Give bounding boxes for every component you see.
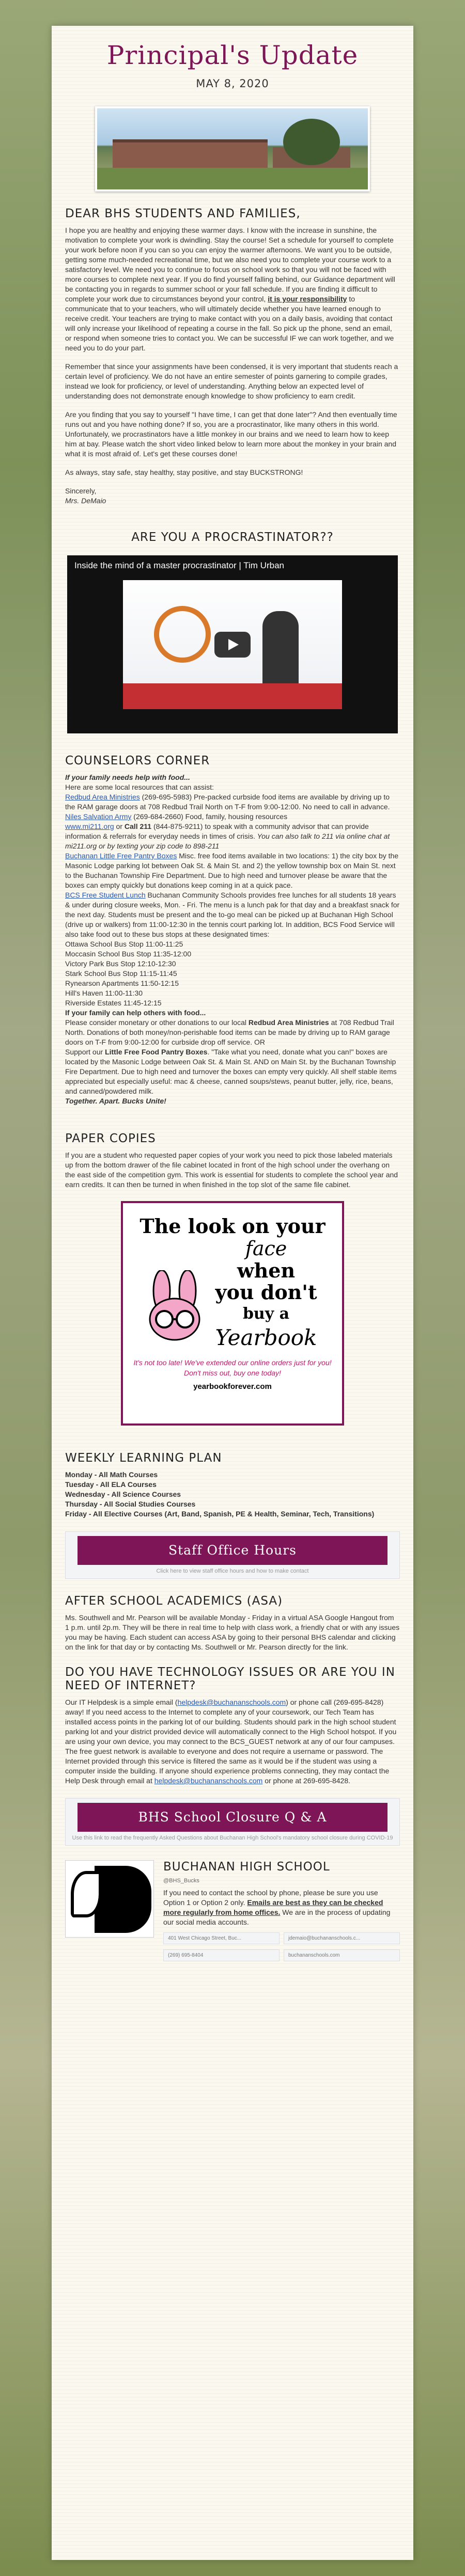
school-photo xyxy=(95,106,370,191)
pantry-boxes-link[interactable]: Buchanan Little Free Pantry Boxes xyxy=(65,852,177,860)
signature: Mrs. DeMaio xyxy=(65,497,106,505)
plan-wednesday: Wednesday - All Science Courses xyxy=(65,1490,181,1498)
staff-hours-card: Staff Office Hours Click here to view staff office hours and how to make contact xyxy=(65,1531,400,1579)
twitter-handle[interactable]: @BHS_Bucks xyxy=(163,1878,199,1884)
helpdesk-email-link-2[interactable]: helpdesk@buchananschools.com xyxy=(154,1777,263,1785)
food-help-label: If your family needs help with food... xyxy=(65,773,190,781)
bus-stop-3: Victory Park Bus Stop 12:10-12:30 xyxy=(65,959,176,968)
signoff: Sincerely, xyxy=(65,487,97,495)
yearbook-url: yearbookforever.com xyxy=(193,1382,272,1391)
letter-paragraph-1: I hope you are healthy and enjoying these warmer days. I know with the increase in sunshine, the motivation to complete your work is dwindling. Stay the course! Set a schedule for yourself to complete your work before noon if you can so you can enjoy the warmer afternoons. We want you to be outside, getting some much-needed recreational time, but we also need you to complete your course work to a satisfactory level. We need you to continue to focus on school work so that you will not be faced with more courses to complete next year. If you do find yourself falling behind, our Guidance department will be contacting you in regards to summer school or your fall schedule. If you are finding it difficult to complete your work due to circumstances beyond your control, it is your responsibility to communicate that to your teachers, who will ultimately decide whether you have learned enough to receive credit. Your teachers are trying to make contact with you on a daily basis, avoiding that contact will only increase your likelihood of repeating a course in the fall. So pick up the phone, send an email, or respond when someone tries to contact you. We can be successful IF we can work together, and we need you to do your part. xyxy=(65,226,395,352)
newsletter-date: MAY 8, 2020 xyxy=(196,77,269,90)
letter-paragraph-2: Remember that since your assignments have been condensed, it is very important that students reach a certain level of proficiency. We do not have an entire semester of points garnering to compile grades, instead we look for proficiency, or level of understanding. Anything below an expected level of understanding does not demonstrate enough knowledge to show proficiency to earn credit. xyxy=(65,362,398,400)
letter-heading: DEAR BHS STUDENTS AND FAMILIES, xyxy=(65,207,301,220)
helpdesk-email-link[interactable]: helpdesk@buchananschools.com xyxy=(177,1698,286,1706)
phone-chip[interactable]: (269) 695-8404 xyxy=(163,1949,280,1961)
weekly-plan-heading: WEEKLY LEARNING PLAN xyxy=(65,1451,222,1465)
footer xyxy=(65,1860,400,1961)
paper-copies-text: If you are a student who requested paper copies of your work you need to pick those labeled materials up from the bottom drawer of the file cabinet located in front of the high school under the overhang on the east side of the competition gym. This work is essential for students to complete the school year and earn credits. It can then be turned in when finished in the top slot of the same file cabinet. xyxy=(65,1151,398,1189)
redbud-link[interactable]: Redbud Area Ministries xyxy=(65,793,140,801)
plan-friday: Friday - All Elective Courses (Art, Band, Spanish, PE & Health, Seminar, Tech, Transitions) xyxy=(65,1510,375,1518)
address-chip[interactable]: 401 West Chicago Street, Buc... xyxy=(163,1932,280,1944)
school-logo xyxy=(65,1860,154,1938)
salvation-army-link[interactable]: Niles Salvation Army xyxy=(65,812,132,821)
page-title: Principal's Update xyxy=(106,40,359,70)
letter-paragraph-4: As always, stay safe, stay healthy, stay positive, and stay BUCKSTRONG! xyxy=(65,468,303,476)
video-title[interactable]: Inside the mind of a master procrastinator | Tim Urban xyxy=(74,561,284,570)
yearbook-poster: The look on your face when you don't buy a Yearbook It's not too late! We've extended our online orders just for you! Don't miss out, buy one today! yearbookforever.com xyxy=(121,1201,344,1426)
bus-stop-7: Riverside Estates 11:45-12:15 xyxy=(65,999,162,1007)
email-chip[interactable]: jdemaio@buchananschools.c... xyxy=(284,1932,400,1944)
plan-tuesday: Tuesday - All ELA Courses xyxy=(65,1480,157,1489)
newsletter-page: Principal's Update MAY 8, 2020 DEAR BHS STUDENTS AND FAMILIES, I hope you are healthy and enjoying these warmer days. I know with the increase in sunshine, the motivation to complete your work is dwindling. Stay the course! Set a schedule for yourself to complete your work before noon if you can so you can enjoy the warmer afternoons. We want you to be outside, getting some much-needed recreational time, but we also need you to complete your course work to a satisfactory level. We need you to continue to focus on school work so that you will not be faced with more courses to complete next year. If you do find yourself falling behind, our Guidance department will be contacting you in regards to summer school or your fall schedule. If you are finding it difficult to complete your work due to circumstances beyond your control, it is your responsibility to communicate that to your teachers, who will ultimately decide whether you have learned enough to receive credit. Your teachers are trying to make contact with you on a daily basis, avoiding that contact will only increase your likelihood of repeating a course in the fall. So pick up the phone, send an email, or respond when someone tries to contact you. We can be successful IF we can work together, and we need you to do your part. Remember that since your assignments have been condensed, it is very important that students reach a certain level of proficiency. We do not have an entire semester of points garnering to compile grades, instead we look for proficiency, or level of understanding. Anything below an expected level of understanding does not demonstrate enough knowledge to show proficiency to earn credit. Are you finding that you say to yourself "I have time, I can get that done later"? And then eventually time runs out and you have nothing done? If so, you are a procrastinator, like many others in this world. Unfortunately, we procrastinators have a little monkey in our brains and we need to learn how to keep him at bay. Please watch the short video linked below to learn more about the monkey in your brain and what it is most afraid of. Let's get these courses done! As always, stay safe, stay healthy, stay positive, and stay BUCKSTRONG! Sincerely, Mrs. DeMaio ARE YOU A PROCRASTINATOR?? Inside the mind of a master procrastinator | Tim Urban COUNSELORS CORNER If your family needs help with food... Here are some local resources that can assist: Redbud Area Ministries (269-695-5983) Pre-packed curbside food items are available by driving up to the RAM garage doors at 708 Redbud Trail North on T-F from 9:00-12:00. No need to call in advance. Niles Salvation Army (269-684-2660) Food, family, housing resources www.mi211.org or Call 211 (844-875-9211) to speak with a community advisor that can provide information & referrals for everyday needs in times of crisis. You can also talk to 211 via online chat at mi211.org or by texting your zip code to 898-211 Buchanan Little Free Pantry Boxes Misc. free food items available in two locations: 1) the city box by the Masonic Lodge parking lot between Oak St. & Main St. and 2) the yellow township box on Main St. next to the Buchanan Township Fire Department. Due to high need and turnover please be aware that the boxes can empty quickly but donations keep coming in at a quick pace. BCS Free Student Lunch Buchanan Community Schools provides free lunches for all students 18 years & under during closure weeks, Mon. - Fri. The menu is a lunch pak for that day and a breakfast snack for the next day. Students must be present and the to-go meal can be picked up at Buchanan High School (drive up or walkers) from 11:00-12:30 in the tennis court parking lot. In addition, BCS Food Service will also take food out to these bus stops at these designated times: Ottawa School Bus Stop 11:00-11:25 Moccasin School Bus Stop 11:35-12:00 Victory Park Bus Stop 12:10-12:30 Stark School Bus Stop 11:15-11:45 Rynearson Apartments 11:50-12:15 Hill's Haven 11:00-11:30 Riverside Estates 11:45-12:15 If your family can help others with food... Please consider monetary or other donations to our local Redbud Area Ministries at 708 Redbud Trail North. Donations of both money/non-perishable food items can be made by driving up to RAM garage doors on T-F from 9:00-12:00 for curbside drop off service. OR Support our Little Free Food Pantry Boxes. "Take what you need, donate what you can!" boxes are located by the Masonic Lodge between Oak St. & Main St. AND on Main St. by the Buchanan Township Fire Department. Due to high need and turnover the boxes can empty very quickly. All shelf stable items appreciated but especially useful: mac & cheese, canned soups/stews, peanut butter, jelly, rice, beans, and canned/powdered milk. Together. Apart. Bucks Unite! PAPER COPIES If you are a student who requested paper copies of your work you need to pick those labeled materials up from the bottom drawer of the file cabinet located in front of the high school under the overhang on the east side of the competition gym. This work is essential for students to complete the school year and earn credits. It can then be turned in when finished in the top slot of the same file cabinet. The look on your face when you don't buy a Yearbook It's not too late! We've extended our online orders just for you! Don't miss out, buy one today! yearbookforever.com WEEKLY LEARNING PLAN Monday - All Math Courses Tuesday - All ELA Courses Wednesday - All Science Courses Thursday - All Social Studies Courses Friday - All Elective Courses (Art, Band, Spanish, PE & Health, Seminar, Tech, Transitions) Staff Office Hours Click here to view staff office hours and how to make contact AFTER SCHOOL ACADEMICS (ASA) Ms. Southwell and Mr. Pearson will be available Monday - Friday in a virtual ASA Google Hangout from 1 p.m. until 2p.m. They will be there in real time to help with class work, a friendly chat or with any issues you may be having. Each student can access ASA by going to their personal BHS calendar and clicking on the link for that day or by contacting Ms. Southwell or Mr. Pearson directly for the link. DO YOU HAVE TECHNOLOGY ISSUES OR ARE YOU IN NEED OF INTERNET? Our IT Helpdesk is a simple email (helpdesk@buchananschools.com) or phone call (269-695-8428) away! If you need access to the Internet to complete any of your coursework, our Tech Team has installed access points in the parking lot of our building. Students should park in the high school student parking lot and your district provided device will automatically connect to the High School hotspot. If you are using your own device, you may connect to the BCS_GUEST network at any of our four campuses. The free guest network is available to everyone and does not require a username or password. The Internet provided through this service is filtered the same as it would be if the student was using a computer inside the building. If anyone should experience problems connecting, they may contact the Help Desk through email at helpdesk@buchananschools.com or phone at 269-695-8428. BHS School Closure Q & A Use this link to read the frequently Asked Questions about Buchanan High School's mandatory school closure during COVID-19 BUCHANAN HIGH SCHOOL @BHS_Bucks If you need to contact the school by phone, please be sure you use Option 1 or Option 2 only. Emails are best as they can be checked more regularly from home offices. We are in the process of updating our social media accounts. 401 West Chicago Street, Buc... jdemaio@buchananschools.c... (269) 695-8404 buchananschools.com xyxy=(52,26,413,2560)
bus-stop-6: Hill's Haven 11:00-11:30 xyxy=(65,989,143,997)
plan-monday: Monday - All Math Courses xyxy=(65,1470,158,1479)
video-player[interactable] xyxy=(67,555,398,733)
staff-office-hours-button[interactable]: Staff Office Hours xyxy=(78,1536,388,1565)
closure-qa-button[interactable]: BHS School Closure Q & A xyxy=(78,1803,388,1832)
letter-paragraph-3: Are you finding that you say to yourself "I have time, I can get that done later"? And then eventually time runs out and you have nothing done? If so, you are a procrastinator, like many others in this world. Unfortunately, we procrastinators have a little monkey in our brains and we need to learn how to keep him at bay. Please watch the short video linked below to learn more about the monkey in your brain and what it is most afraid of. Let's get these courses done! xyxy=(65,410,397,458)
counselors-heading: COUNSELORS CORNER xyxy=(65,754,210,767)
free-lunch-link[interactable]: BCS Free Student Lunch xyxy=(65,891,146,899)
mi211-link[interactable]: www.mi211.org xyxy=(65,822,114,830)
bunny-glasses-icon xyxy=(144,1270,206,1342)
responsibility-emphasis: it is your responsibility xyxy=(268,295,347,303)
asa-heading: AFTER SCHOOL ACADEMICS (ASA) xyxy=(65,1594,283,1608)
tech-text: Our IT Helpdesk is a simple email (helpdesk@buchananschools.com) or phone call (269-695-8428) away! If you need access to the Internet to complete any of your coursework, our Tech Team has installed access points in the parking lot of our building. Students should park in the high school student parking lot and your district provided device will automatically connect to the High School hotspot. If you are using your own device, you may connect to the BCS_GUEST network at any of our four campuses. The free guest network is available to everyone and does not require a username or password. The Internet provided through this service is filtered the same as it would be if the student was using a computer inside the building. If anyone should experience problems connecting, they may contact the Help Desk through email at helpdesk@buchananschools.com or phone at 269-695-8428. xyxy=(65,1698,397,1785)
plan-thursday: Thursday - All Social Studies Courses xyxy=(65,1500,196,1508)
bus-stop-4: Stark School Bus Stop 11:15-11:45 xyxy=(65,969,177,978)
closure-qa-card: BHS School Closure Q & A Use this link to read the frequently Asked Questions about Buchanan High School's mandatory school closure during COVID-19 xyxy=(65,1798,400,1846)
procrastinator-heading: ARE YOU A PROCRASTINATOR?? xyxy=(131,531,334,544)
help-others-label: If your family can help others with food... xyxy=(65,1009,206,1017)
yearbook-promo: It's not too late! We've extended our online orders just for you! Don't miss out, buy one today! xyxy=(133,1358,332,1377)
bucks-unite: Together. Apart. Bucks Unite! xyxy=(65,1097,166,1105)
footer-title: BUCHANAN HIGH SCHOOL xyxy=(163,1860,330,1874)
bus-stop-5: Rynearson Apartments 11:50-12:15 xyxy=(65,979,179,987)
asa-text: Ms. Southwell and Mr. Pearson will be available Monday - Friday in a virtual ASA Google Hangout from 1 p.m. until 2p.m. They will be there in real time to help with class work, a friendly chat or with any issues you may be having. Each student can access ASA by going to their personal BHS calendar and clicking on the link for that day or by contacting Ms. Southwell or Mr. Pearson directly for the link. xyxy=(65,1613,400,1651)
website-chip[interactable]: buchananschools.com xyxy=(284,1949,400,1961)
paper-copies-heading: PAPER COPIES xyxy=(65,1132,156,1145)
tech-heading: DO YOU HAVE TECHNOLOGY ISSUES OR ARE YOU IN NEED OF INTERNET? xyxy=(65,1666,395,1692)
bus-stop-2: Moccasin School Bus Stop 11:35-12:00 xyxy=(65,950,192,958)
play-icon[interactable] xyxy=(214,632,251,658)
bus-stop-1: Ottawa School Bus Stop 11:00-11:25 xyxy=(65,940,183,948)
footer-text: If you need to contact the school by phone, please be sure you use Option 1 or Option 2 only. Emails are best as they can be checked more regularly from home offices. We are in the process of updating our social media accounts. xyxy=(163,1889,391,1926)
